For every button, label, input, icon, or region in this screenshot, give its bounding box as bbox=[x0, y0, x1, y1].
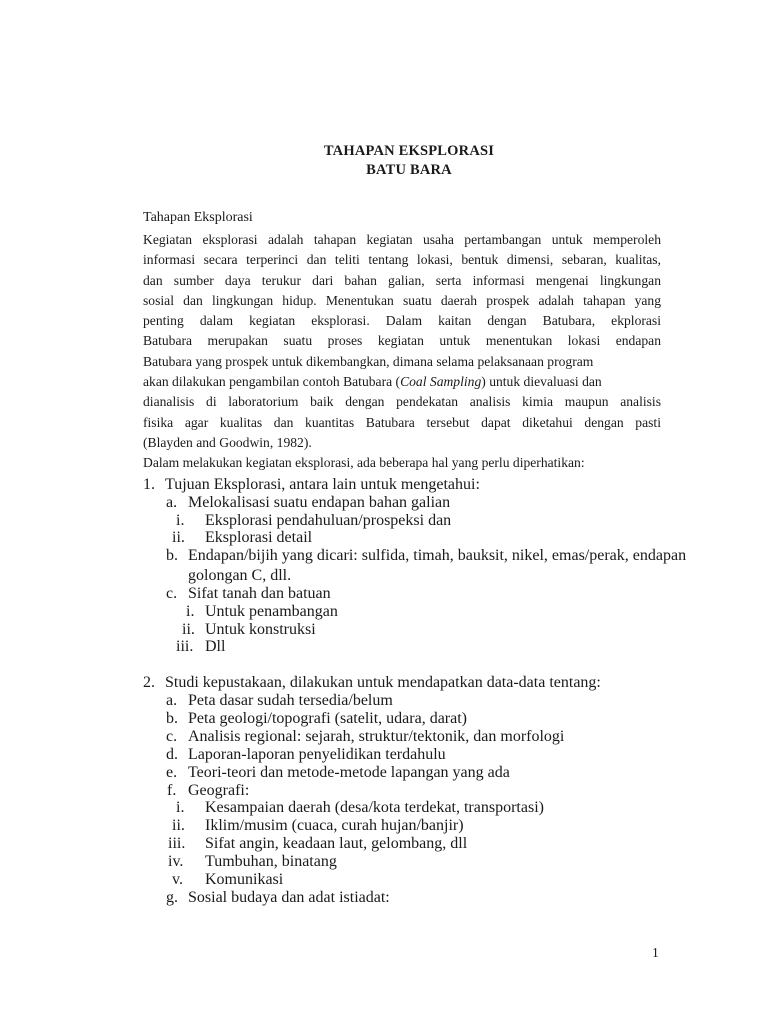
paragraph-line: dianalisis di laboratorium baik dengan pendekatan analisis kimia maupun analisis bbox=[143, 394, 661, 410]
list-marker: g. bbox=[166, 889, 178, 906]
paragraph-line: Batubara yang prospek untuk dikembangkan, dimana selama pelaksanaan program bbox=[143, 353, 594, 369]
paragraph-line: dan sumber daya terukur dari bahan galian, serta informasi mengenai lingkungan bbox=[143, 272, 661, 288]
paragraph-line: (Blayden and Goodwin, 1982). bbox=[143, 434, 312, 450]
list-marker: ii. bbox=[172, 529, 185, 546]
list-marker: c. bbox=[166, 728, 178, 745]
list-text: Sosial budaya dan adat istiadat: bbox=[188, 889, 390, 906]
list-marker: i. bbox=[176, 799, 185, 816]
list-text: Analisis regional: sejarah, struktur/tektonik, dan morfologi bbox=[188, 728, 565, 745]
list-text: Untuk konstruksi bbox=[205, 621, 316, 638]
list-marker: i. bbox=[186, 603, 195, 620]
list-marker: a. bbox=[166, 692, 178, 709]
list-text: Sifat tanah dan batuan bbox=[188, 585, 331, 602]
list-marker: a. bbox=[166, 494, 178, 511]
paragraph-text: ) untuk dievaluasi dan bbox=[481, 374, 602, 390]
list-text: Kesampaian daerah (desa/kota terdekat, transportasi) bbox=[205, 799, 544, 816]
list-text: Endapan/bijih yang dicari: sulfida, timah, bauksit, nikel, emas/perak, endapan bbox=[188, 547, 687, 564]
paragraph-line: informasi secara terperinci dan teliti tentang lokasi, bentuk dimensi, sebaran, kualitas, bbox=[143, 252, 661, 268]
list-marker: v. bbox=[172, 871, 183, 888]
list-marker: e. bbox=[166, 764, 178, 781]
list-text: Iklim/musim (cuaca, curah hujan/banjir) bbox=[205, 817, 464, 834]
list-marker: b. bbox=[166, 710, 178, 727]
paragraph-line: Kegiatan eksplorasi adalah tahapan kegiatan usaha pertambangan untuk memperoleh bbox=[143, 232, 661, 247]
list-marker: ii. bbox=[172, 817, 185, 834]
list-marker: iv. bbox=[168, 853, 184, 870]
list-text: Studi kepustakaan, dilakukan untuk mendapatkan data-data tentang: bbox=[165, 674, 601, 691]
list-text: Komunikasi bbox=[205, 871, 284, 888]
list-marker: iii. bbox=[176, 638, 194, 655]
paragraph-line bbox=[143, 372, 661, 392]
list-marker: i. bbox=[176, 512, 185, 529]
list-text: Melokalisasi suatu endapan bahan galian bbox=[188, 494, 451, 511]
list-marker: 2. bbox=[143, 674, 155, 691]
document-title: TAHAPAN EKSPLORASI bbox=[323, 143, 495, 159]
list-text: Geografi: bbox=[188, 782, 250, 799]
paragraph-line: fisika agar kualitas dan kuantitas Batubara tersebut dapat diketahui dengan pasti bbox=[143, 414, 661, 430]
list-text: Peta dasar sudah tersedia/belum bbox=[188, 692, 393, 709]
list-marker: ii. bbox=[182, 621, 195, 638]
list-text: Sifat angin, keadaan laut, gelombang, dll bbox=[205, 835, 468, 852]
list-text: golongan C, dll. bbox=[188, 567, 292, 584]
list-text: Laporan-laporan penyelidikan terdahulu bbox=[188, 746, 446, 763]
list-marker: f. bbox=[167, 782, 177, 799]
list-text: Dll bbox=[205, 638, 226, 655]
paragraph-italic-term: Coal Sampling bbox=[400, 374, 482, 390]
list-text: Teori-teori dan metode-metode lapangan yang ada bbox=[188, 764, 510, 781]
paragraph-line: Batubara merupakan suatu proses kegiatan untuk menentukan lokasi endapan bbox=[143, 333, 661, 349]
list-text: Tumbuhan, binatang bbox=[205, 853, 337, 870]
list-text: Eksplorasi detail bbox=[205, 529, 313, 546]
body-paragraph bbox=[143, 230, 661, 453]
paragraph-text: akan dilakukan pengambilan contoh Batubara ( bbox=[143, 374, 401, 390]
list-marker: d. bbox=[166, 746, 178, 763]
list-marker: 1. bbox=[143, 476, 155, 493]
list-marker: c. bbox=[166, 585, 178, 602]
list-text: Tujuan Eksplorasi, antara lain untuk mengetahui: bbox=[165, 476, 480, 493]
list-text: Peta geologi/topografi (satelit, udara, darat) bbox=[188, 710, 468, 727]
intro-sentence: Dalam melakukan kegiatan eksplorasi, ada beberapa hal yang perlu diperhatikan: bbox=[143, 455, 585, 470]
paragraph-line: sosial dan lingkungan hidup. Menentukan suatu daerah prospek adalah tahapan yang bbox=[143, 292, 661, 308]
document-subtitle: BATU BARA bbox=[366, 162, 452, 178]
list-text: Untuk penambangan bbox=[205, 603, 338, 620]
paragraph-line: penting dalam kegiatan eksplorasi. Dalam kaitan dengan Batubara, ekplorasi bbox=[143, 313, 661, 329]
list-marker: iii. bbox=[168, 835, 186, 852]
page-number: 1 bbox=[652, 945, 659, 960]
section-heading: Tahapan Eksplorasi bbox=[143, 210, 253, 225]
list-text: Eksplorasi pendahuluan/prospeksi dan bbox=[205, 512, 452, 529]
list-marker: b. bbox=[166, 547, 178, 564]
